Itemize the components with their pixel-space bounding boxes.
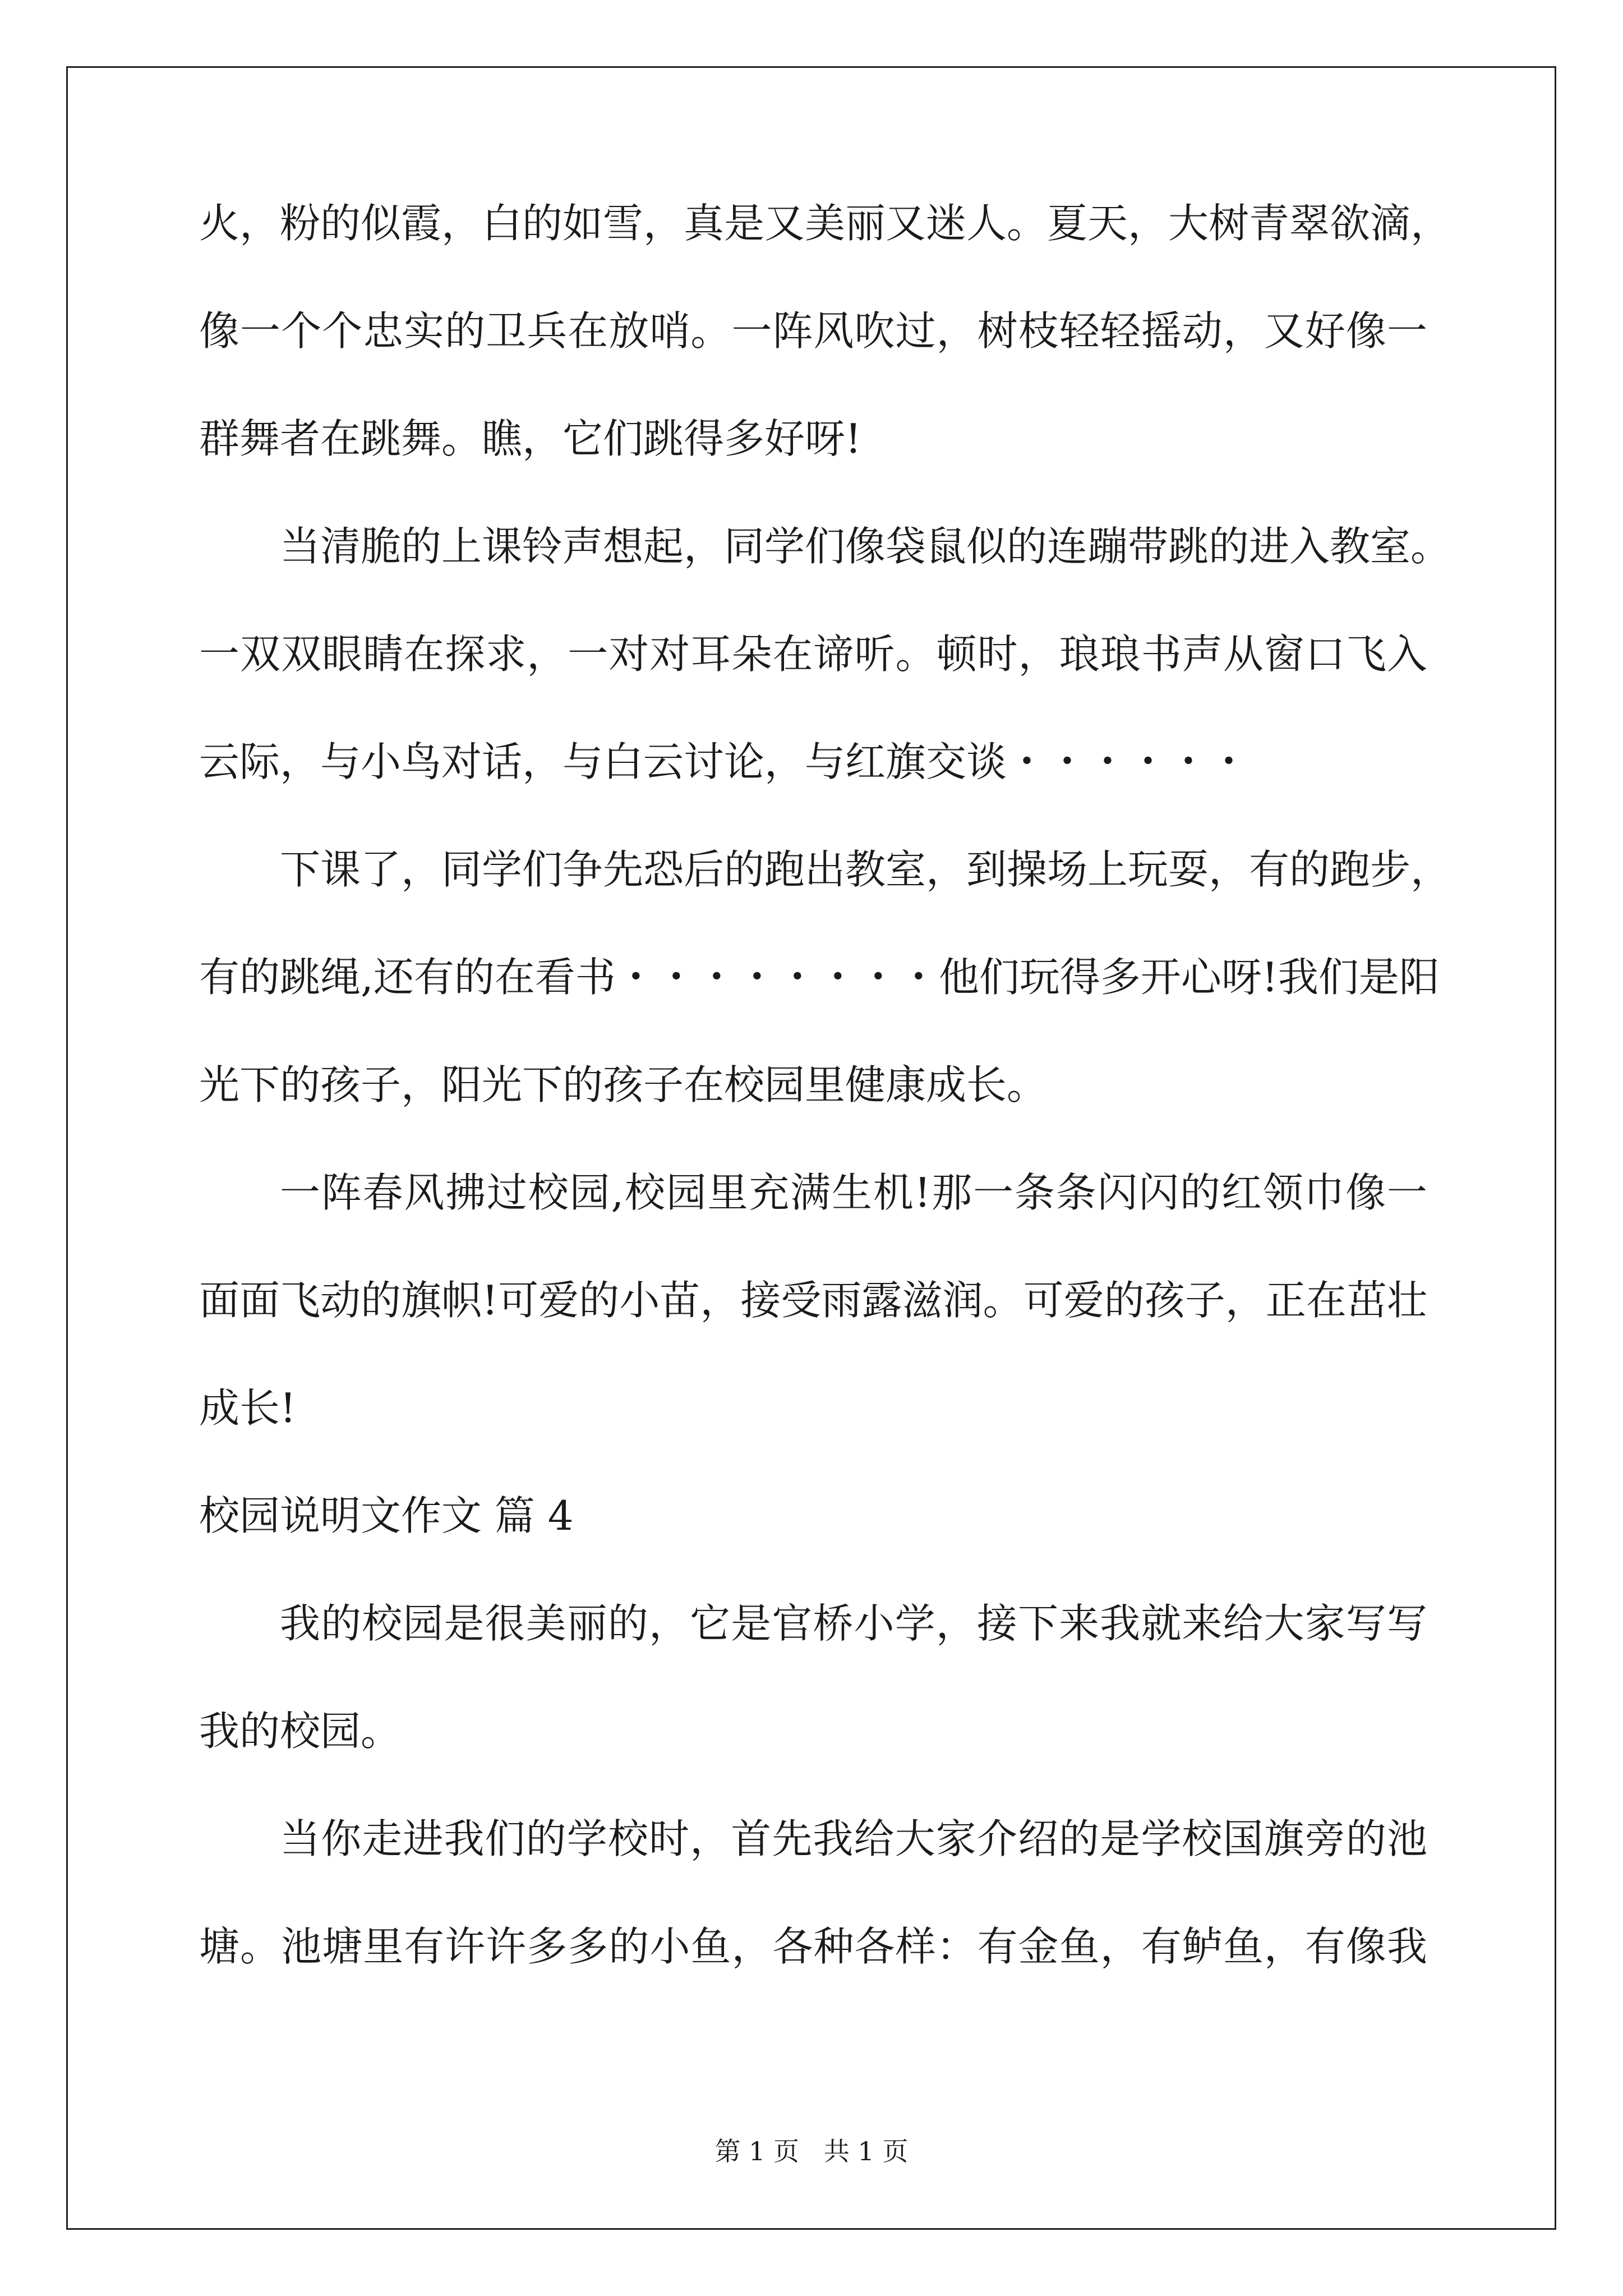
paragraph-start: 当你走进我们的学校时，首先我给大家介绍的是学校国旗旁的池 [280, 1815, 1427, 1862]
text-line: 面面飞动的旗帜!可爱的小苗，接受雨露滋润。可爱的孩子，正在茁壮 [199, 1277, 1427, 1324]
document-body [199, 196, 1451, 2027]
page-footer [0, 2134, 1623, 2168]
paragraph-start: 下课了，同学们争先恐后的跑出教室，到操场上玩耍，有的跑步， [280, 846, 1451, 893]
section-heading: 校园说明文作文 篇 4 [199, 1492, 574, 1539]
text-line: 火，粉的似霞，白的如雪，真是又美丽又迷人。夏天，大树青翠欲滴， [199, 200, 1451, 247]
text-line: 群舞者在跳舞。瞧，它们跳得多好呀! [199, 415, 861, 462]
paragraph-start: 我的校园是很美丽的，它是官桥小学，接下来我就来给大家写写 [280, 1600, 1427, 1647]
text-line: 我的校园。 [199, 1708, 402, 1755]
paragraph-start: 一阵春风拂过校园,校园里充满生机!那一条条闪闪的红领巾像一 [280, 1169, 1427, 1216]
text-line: 一双双眼睛在探求，一对对耳朵在谛听。顿时，琅琅书声从窗口飞入 [199, 631, 1427, 678]
page-number: 第 1 页 共 1 页 [714, 2136, 909, 2166]
text-line: 光下的孩子，阳光下的孩子在校园里健康成长。 [199, 1061, 1048, 1108]
text-line: 成长! [199, 1384, 296, 1432]
text-line: 像一个个忠实的卫兵在放哨。一阵风吹过，树枝轻轻摇动，又好像一 [199, 307, 1427, 355]
text-line: 有的跳绳,还有的在看书・・・・・・・・他们玩得多开心呀!我们是阳 [199, 954, 1440, 1001]
text-line: 云际，与小鸟对话，与白云讨论，与红旗交谈・・・・・・ [199, 738, 1249, 785]
paragraph-start: 当清脆的上课铃声想起，同学们像袋鼠似的连蹦带跳的进入教室。 [280, 523, 1451, 570]
text-line: 塘。池塘里有许许多多的小鱼，各种各样：有金鱼，有鲈鱼，有像我 [199, 1923, 1427, 1970]
